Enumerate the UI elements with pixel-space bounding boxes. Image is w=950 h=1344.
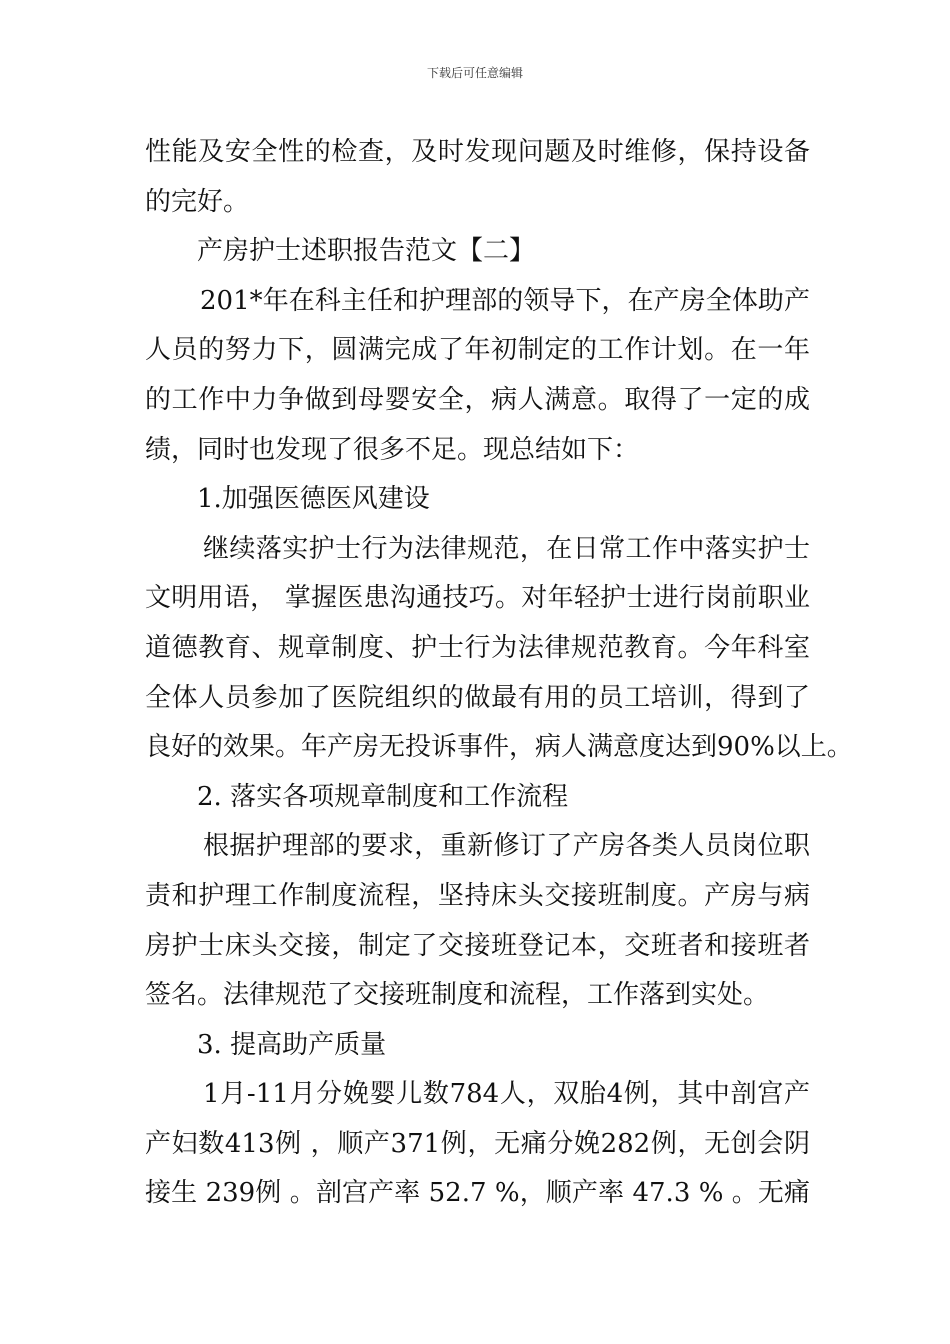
paragraph-line: 接生 239例 。剖宫产率 52.7 %，顺产率 47.3 % 。无痛 (145, 1178, 810, 1209)
section-heading: 1.加强医德医风建设 (197, 484, 430, 515)
paragraph-line: 签名。法律规范了交接班制度和流程，工作落到实处。 (145, 980, 770, 1011)
paragraph-line: 产妇数413例 ，顺产371例，无痛分娩282例，无创会阴 (145, 1128, 810, 1159)
paragraph-line: 的工作中力争做到母婴安全，病人满意。取得了一定的成 (145, 384, 810, 415)
paragraph-line: 的完好。 (145, 186, 250, 217)
paragraph-line: 性能及安全性的检查，及时发现问题及时维修，保持设备 (145, 137, 810, 167)
paragraph-line: 全体人员参加了医院组织的做最有用的员工培训，得到了 (145, 682, 810, 713)
paragraph-line: 1月-11月分娩婴儿数784人，双胎4例，其中剖宫产 (203, 1079, 810, 1110)
paragraph-line: 根据护理部的要求，重新修订了产房各类人员岗位职 (203, 831, 810, 862)
section-title: 产房护士述职报告范文【二】 (197, 236, 536, 267)
paragraph-line: 绩，同时也发现了很多不足。现总结如下： (145, 434, 640, 465)
section-heading: 3. 提高助产质量 (197, 1029, 387, 1060)
paragraph-line: 责和护理工作制度流程，坚持床头交接班制度。产房与病 (145, 880, 810, 911)
paragraph-line: 201*年在科主任和护理部的领导下，在产房全体助产 (200, 285, 810, 316)
paragraph-line: 人员的努力下，圆满完成了年初制定的工作计划。在一年 (145, 335, 810, 366)
paragraph-line: 继续落实护士行为法律规范，在日常工作中落实护士 (203, 533, 810, 564)
paragraph-line: 文明用语， 掌握医患沟通技巧。对年轻护士进行岗前职业 (145, 583, 810, 614)
page-header: 下载后可任意编辑 (426, 66, 523, 80)
section-heading: 2. 落实各项规章制度和工作流程 (197, 781, 569, 812)
paragraph-line: 道德教育、规章制度、护士行为法律规范教育。今年科室 (145, 632, 810, 663)
paragraph-line: 房护士床头交接，制定了交接班登记本，交班者和接班者 (145, 930, 810, 961)
paragraph-line: 良好的效果。年产房无投诉事件，病人满意度达到90%以上。 (145, 732, 853, 763)
document-body (145, 128, 853, 1219)
